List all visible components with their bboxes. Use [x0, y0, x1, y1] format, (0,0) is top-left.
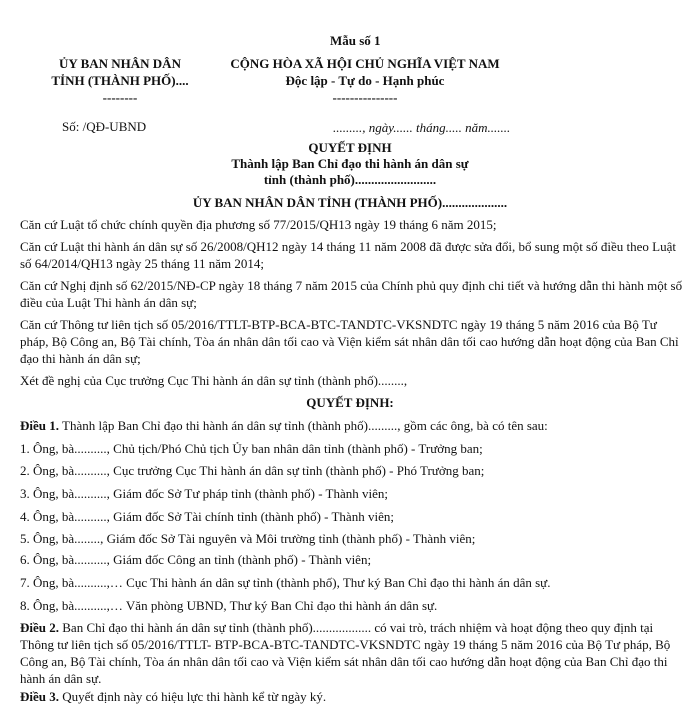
member-item: 1. Ông, bà.........., Chủ tịch/Phó Chủ tịch Ủy ban nhân dân tỉnh (thành phố) - Trưởng ban;: [20, 441, 483, 456]
member-item: 8. Ông, bà..........,… Văn phòng UBND, Thư ký Ban Chỉ đạo thi hành án dân sự.: [20, 598, 438, 613]
member-item: 7. Ông, bà..........,… Cục Thi hành án dân sự tỉnh (thành phố), Thư ký Ban Chỉ đạo thi hành án dân sự.: [20, 575, 551, 590]
legal-basis-4: Căn cứ Thông tư liên tịch số 05/2016/TTLT-BTP-BCA-BTC-TANDTC-VKSNDTC ngày 19 tháng 5 năm 2016 của Bộ Tư pháp, Bộ Công an, Bộ Tài chính, Tòa án nhân dân tối cao và Viện kiểm sát nhân dân tối cao hướng dẫn hoạt động của Ban Chỉ đạo thi hành án dân sự;: [20, 317, 679, 366]
form-number: Mẫu số 1: [330, 33, 381, 48]
member-item: 3. Ông, bà.........., Giám đốc Sở Tư pháp tỉnh (thành phố) - Thành viên;: [20, 486, 388, 501]
decision-subtitle-1: Thành lập Ban Chỉ đạo thi hành án dân sự: [231, 156, 469, 171]
national-motto: Độc lập - Tự do - Hạnh phúc: [285, 73, 445, 88]
member-item: 2. Ông, bà.........., Cục trưởng Cục Thi hành án dân sự tỉnh (thành phố) - Phó Trưởng ban;: [20, 463, 485, 478]
article-2: [20, 619, 688, 687]
issuer-rule: --------: [102, 90, 138, 105]
member-item: 4. Ông, bà.........., Giám đốc Sở Tài chính tỉnh (thành phố) - Thành viên;: [20, 509, 394, 524]
proposal-line: Xét đề nghị của Cục trưởng Cục Thi hành án dân sự tỉnh (thành phố)........,: [20, 373, 408, 388]
document-date: ........., ngày...... tháng..... năm.......: [333, 120, 511, 135]
member-item: 6. Ông, bà.........., Giám đốc Công an tỉnh (thành phố) - Thành viên;: [20, 552, 372, 567]
article-3: [20, 688, 688, 705]
issuing-authority: ỦY BAN NHÂN DÂN TỈNH (THÀNH PHỐ)....................: [192, 195, 508, 210]
decision-subtitle-2: tỉnh (thành phố).........................: [263, 172, 437, 187]
national-title: CỘNG HÒA XÃ HỘI CHỦ NGHĨA VIỆT NAM: [230, 56, 500, 71]
member-item: 5. Ông, bà........, Giám đốc Sở Tài nguyên và Môi trường tỉnh (thành phố) - Thành viên;: [20, 531, 476, 546]
national-rule: ---------------: [332, 90, 398, 105]
article-2-text: Ban Chỉ đạo thi hành án dân sự tỉnh (thành phố).................. có vai trò, trách nhiệm và hoạt động theo quy định tại Thông tư liên tịch số 05/2016/TTLT- BTP-BCA-BTC-TANDTC-VKSNDTC ngày 19 tháng 5 năm 2016 của Bộ Tư pháp, Bộ Công an, Bộ Tài chính, Tòa án nhân dân tối cao và Viện kiểm sát nhân dân tối cao hướng dẫn hoạt động của Ban Chỉ đạo thi hành án dân sự.: [20, 620, 671, 686]
article-1: [20, 417, 688, 434]
article-1-text: Thành lập Ban Chỉ đạo thi hành án dân sự tỉnh (thành phố)........., gồm các ông, bà có tên sau:: [59, 418, 548, 433]
issuer-line-2: TỈNH (THÀNH PHỐ)....: [51, 73, 189, 88]
legal-basis-3: Căn cứ Nghị định số 62/2015/NĐ-CP ngày 18 tháng 7 năm 2015 của Chính phủ quy định chi tiết và hướng dẫn thi hành một số điều của Luật Thi hành án dân sự;: [20, 278, 683, 310]
issuer-line-1: ỦY BAN NHÂN DÂN: [59, 56, 181, 71]
article-2-label: Điều 2.: [20, 620, 59, 635]
article-1-label: Điều 1.: [20, 418, 59, 433]
decides-heading: QUYẾT ĐỊNH:: [306, 395, 394, 410]
decision-title: QUYẾT ĐỊNH: [308, 140, 392, 155]
article-3-text: Quyết định này có hiệu lực thi hành kể từ ngày ký.: [59, 689, 327, 704]
legal-basis-1: Căn cứ Luật tổ chức chính quyền địa phương số 77/2015/QH13 ngày 19 tháng 6 năm 2015;: [20, 217, 497, 232]
legal-basis-2: Căn cứ Luật thi hành án dân sự số 26/2008/QH12 ngày 14 tháng 11 năm 2008 đã được sửa đổi, bổ sung một số điều theo Luật số 64/2014/QH13 ngày 25 tháng 11 năm 2014;: [20, 239, 676, 271]
article-3-label: Điều 3.: [20, 689, 59, 704]
document-number: Số: /QĐ-UBND: [62, 119, 147, 134]
